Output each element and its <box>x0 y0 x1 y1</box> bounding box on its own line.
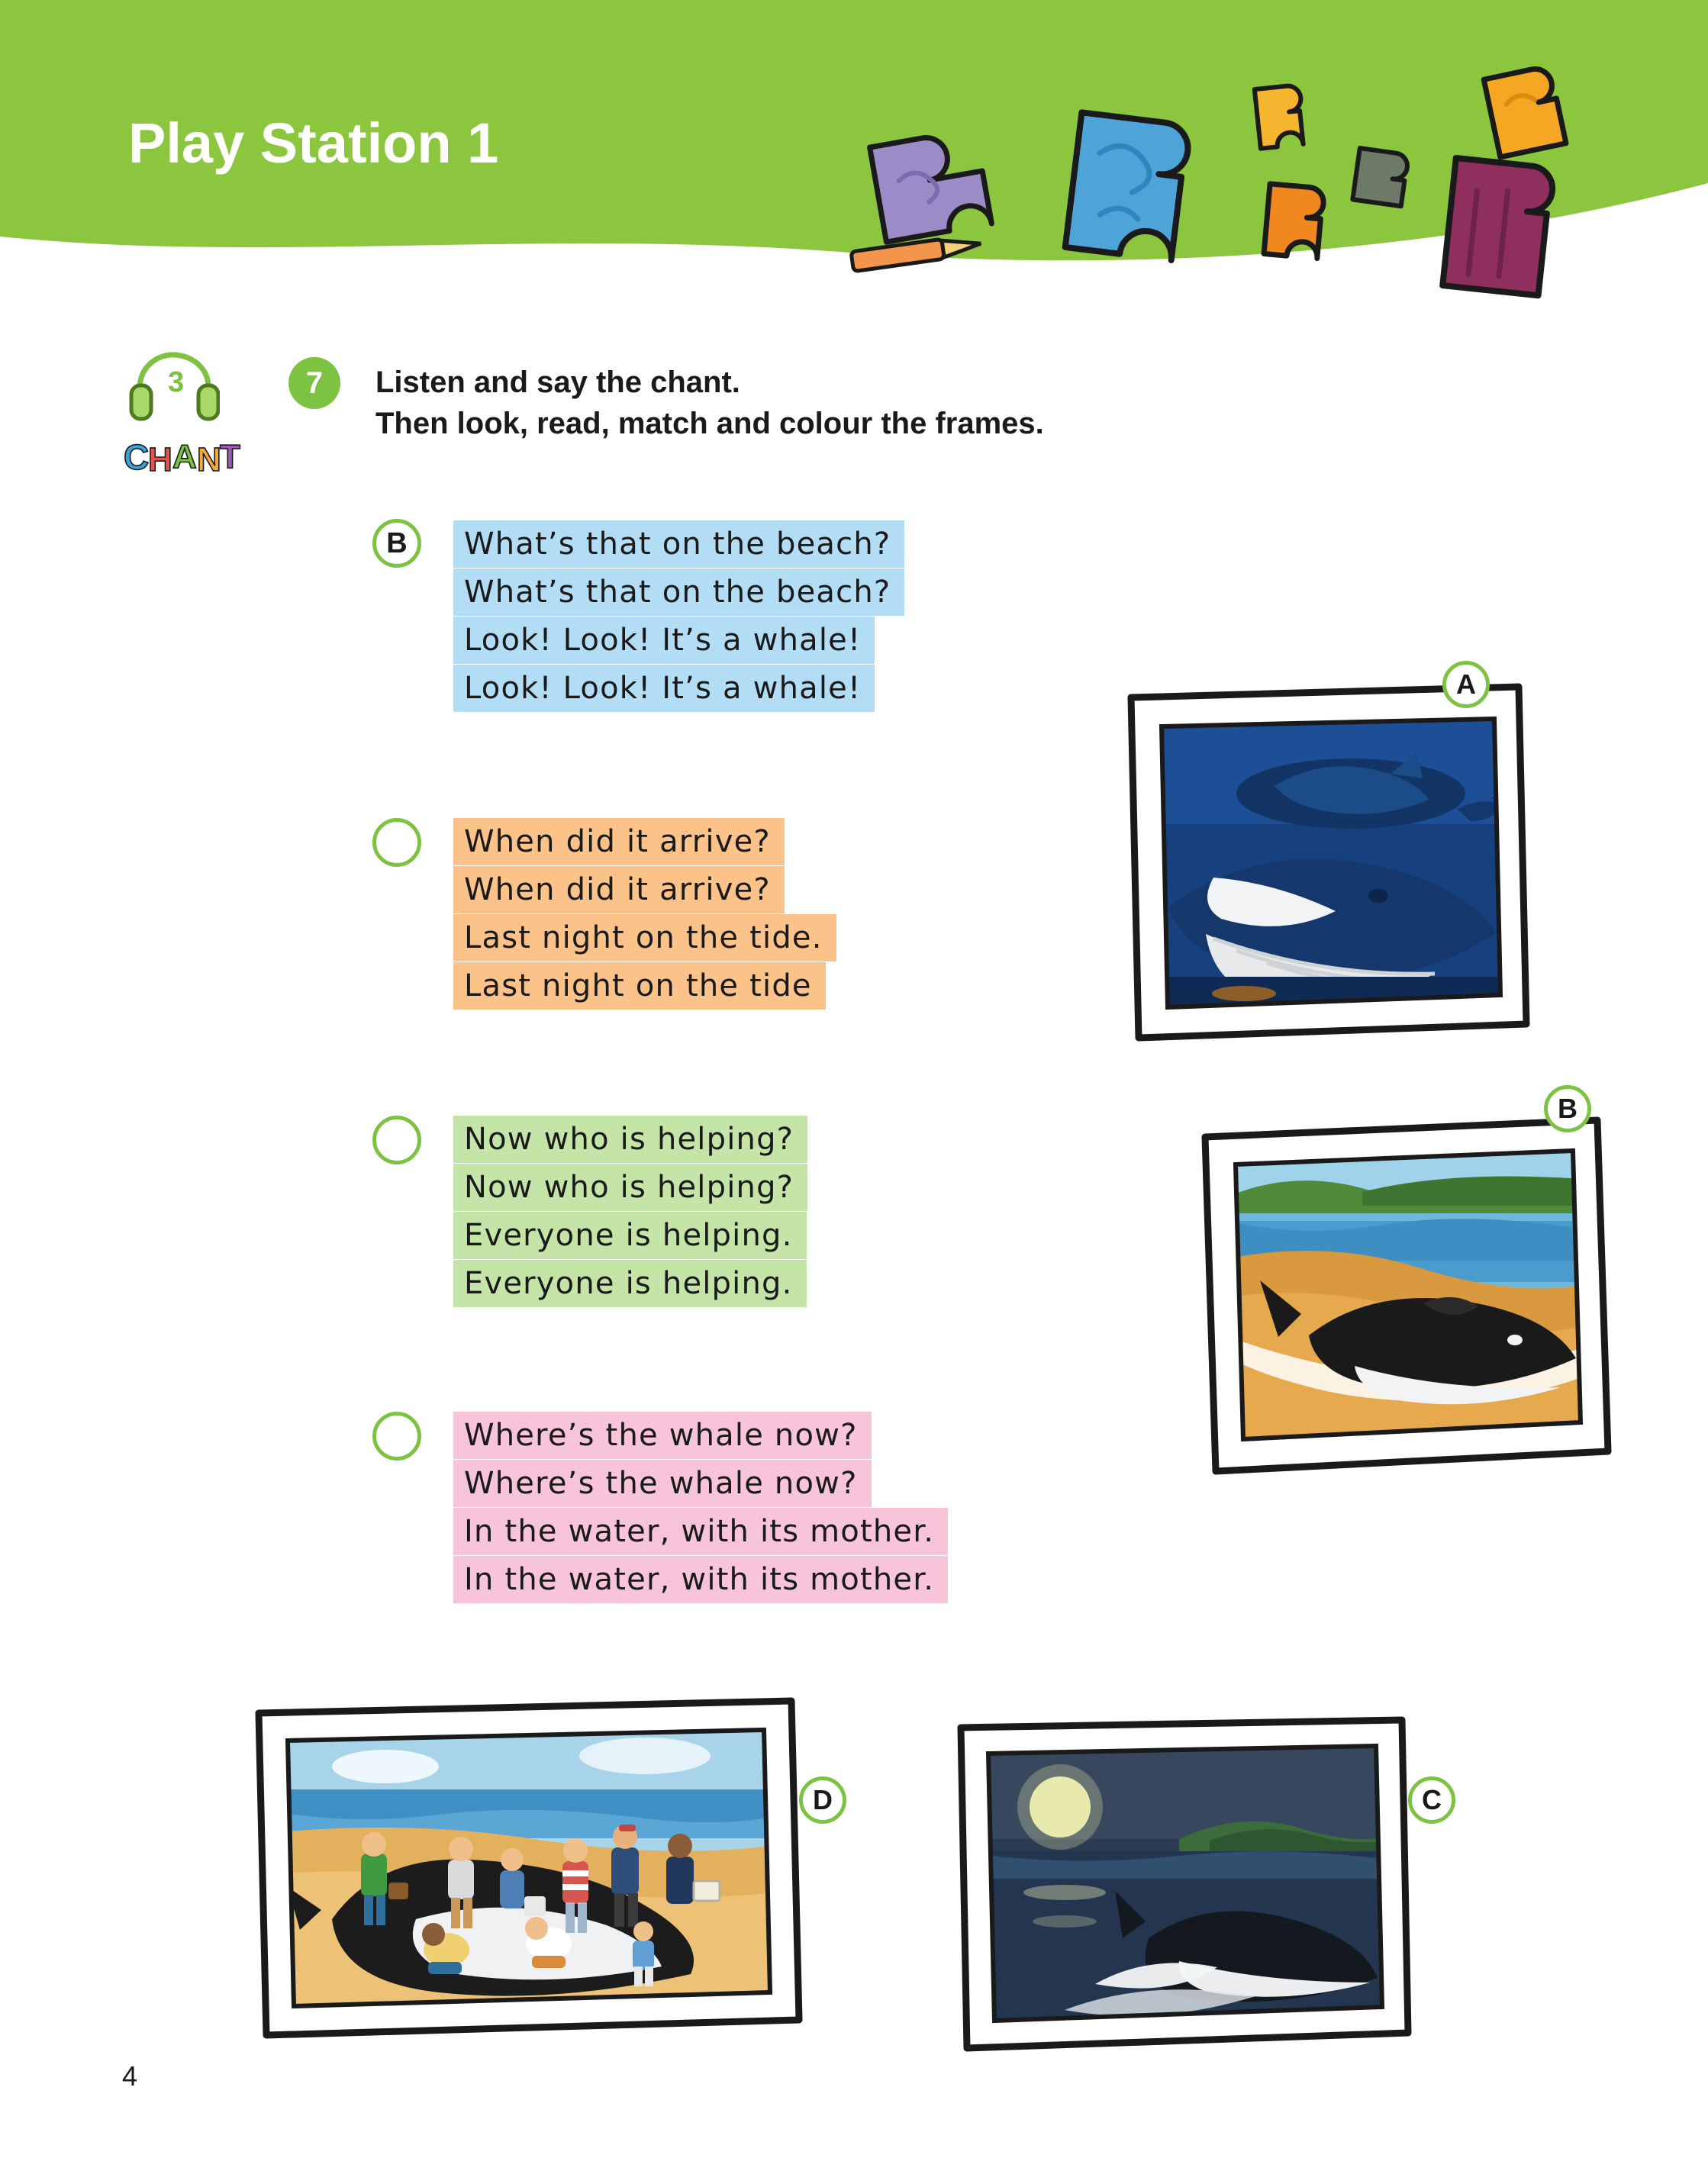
verse-line: Everyone is helping. <box>453 1212 807 1259</box>
svg-text:3: 3 <box>168 366 185 398</box>
picture-frame-a[interactable] <box>1122 668 1534 1080</box>
picture-letter-d: D <box>799 1776 846 1824</box>
verse-line: Where’s the whale now? <box>453 1412 872 1459</box>
puzzle-piece-grey <box>1352 148 1409 206</box>
picture-frame-d[interactable] <box>248 1690 833 2060</box>
verse-line: Now who is helping? <box>453 1116 807 1163</box>
svg-text:A: A <box>172 438 197 475</box>
task-number-badge: 7 <box>288 357 340 409</box>
verse-answer-circle-4[interactable] <box>372 1412 421 1461</box>
verse-line: Last night on the tide <box>453 962 826 1010</box>
verse-line: Last night on the tide. <box>453 914 836 961</box>
headphones-icon <box>128 347 220 424</box>
verse-line: Where’s the whale now? <box>453 1460 872 1507</box>
verse-answer-circle-2[interactable] <box>372 818 421 867</box>
svg-text:N: N <box>197 441 221 478</box>
page-number: 4 <box>122 2060 138 2092</box>
picture-letter-a: A <box>1442 661 1490 708</box>
picture-frame-b[interactable] <box>1194 1093 1622 1499</box>
verse-line: Look! Look! It’s a whale! <box>453 665 875 712</box>
instruction-line-1: Listen and say the chant. <box>375 366 740 399</box>
verse-line: When did it arrive? <box>453 818 785 865</box>
puzzle-piece-blue <box>1065 112 1191 260</box>
verse-text-3 <box>453 1116 807 1308</box>
page-title: Play Station 1 <box>128 111 499 175</box>
chant-label-icon <box>121 431 243 485</box>
verse-line: Now who is helping? <box>453 1164 807 1211</box>
verse-line: When did it arrive? <box>453 866 785 913</box>
verse-line: In the water, with its mother. <box>453 1508 948 1555</box>
picture-letter-c: C <box>1408 1776 1455 1824</box>
instruction-line-2: Then look, read, match and colour the frames. <box>375 407 1044 440</box>
picture-letter-b: B <box>1544 1085 1591 1132</box>
svg-text:T: T <box>220 438 240 475</box>
verse-line: In the water, with its mother. <box>453 1556 948 1603</box>
verse-line: What’s that on the beach? <box>453 520 904 568</box>
svg-text:H: H <box>148 441 172 478</box>
verse-text-4 <box>453 1412 948 1604</box>
verse-line: What’s that on the beach? <box>453 568 904 616</box>
puzzle-piece-maroon <box>1442 158 1555 296</box>
verse-line: Look! Look! It’s a whale! <box>453 617 875 664</box>
verse-answer-circle-1[interactable]: B <box>372 519 421 568</box>
verse-text-1 <box>453 520 904 713</box>
svg-text:C: C <box>124 437 150 477</box>
verse-answer-circle-3[interactable] <box>372 1116 421 1164</box>
task-instructions <box>375 362 1044 444</box>
verse-text-2 <box>453 818 836 1010</box>
verse-line: Everyone is helping. <box>453 1260 807 1307</box>
picture-frame-c[interactable] <box>950 1709 1442 2072</box>
